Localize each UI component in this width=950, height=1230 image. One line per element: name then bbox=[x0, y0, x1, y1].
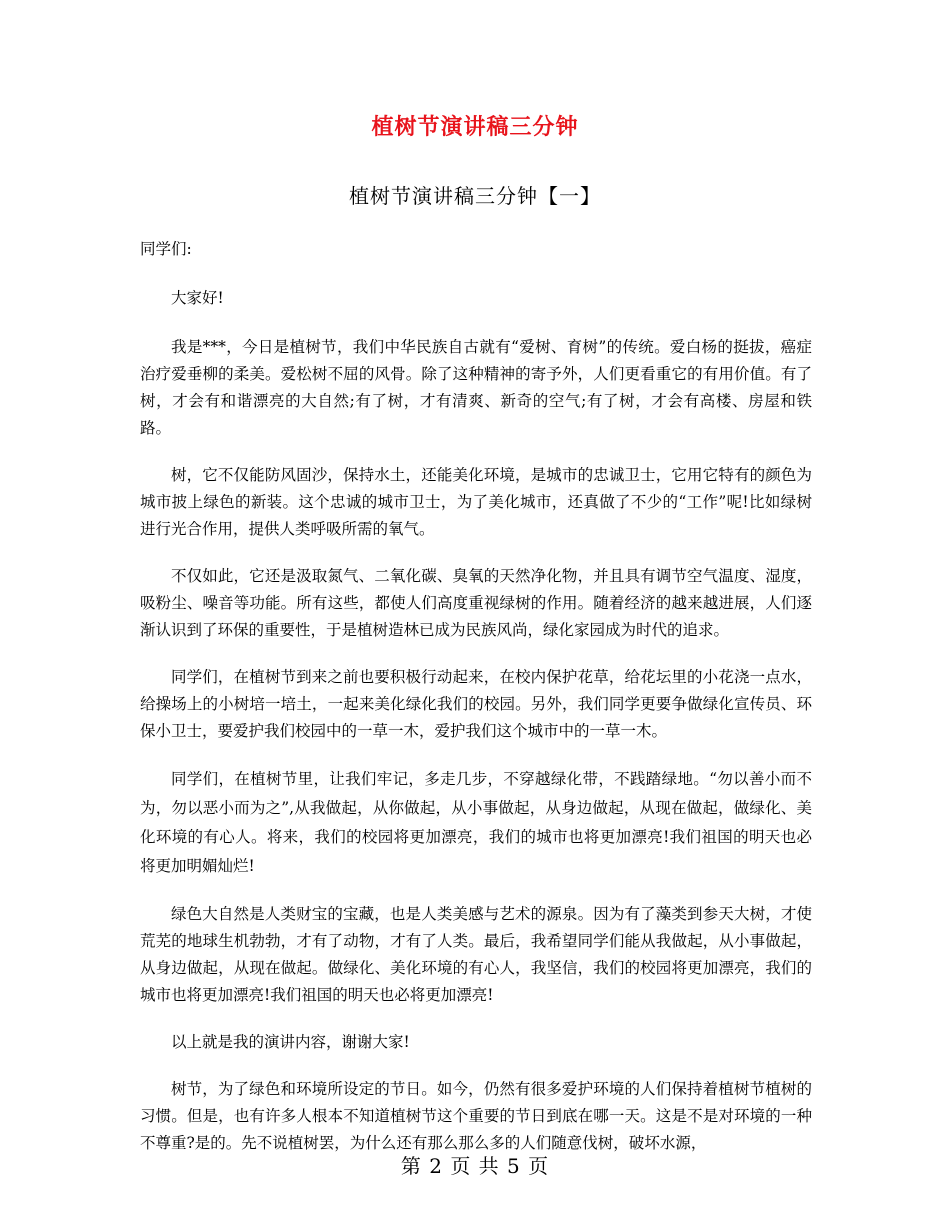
page-number-footer: 第 2 页 共 5 页 bbox=[400, 1154, 550, 1178]
greeting: 大家好! bbox=[171, 289, 224, 307]
paragraph: 树，它不仅能防风固沙，保持水土，还能美化环境，是城市的忠诚卫士，它用它特有的颜色为城市披上绿色的新装。这个忠诚的城市卫士，为了美化城市，还真做了不少的“工作”呢!比如绿树进行光合作用，提供人类呼吸所需的氧气。 bbox=[140, 466, 812, 538]
paragraph: 同学们，在植树节到来之前也要积极行动起来，在校内保护花草，给花坛里的小花浇一点水，给操场上的小树培一培土，一起来美化绿化我们的校园。另外，我们同学更要争做绿化宣传员、环保小卫士，要爱护我们校园中的一草一木，爱护我们这个城市中的一草一木。 bbox=[140, 668, 812, 740]
paragraph: 以上就是我的演讲内容，谢谢大家! bbox=[171, 1033, 410, 1051]
paragraph: 绿色大自然是人类财宝的宝藏，也是人类美感与艺术的源泉。因为有了藻类到参天大树，才使荒芜的地球生机勃勃，才有了动物，才有了人类。最后，我希望同学们能从我做起，从小事做起，从身边做起，从现在做起。做绿化、美化环境的有心人，我坚信，我们的校园将更加漂亮，我们的城市也将更加漂亮!我们祖国的明天也必将更加漂亮! bbox=[140, 905, 812, 1004]
paragraph: 我是***，今日是植树节，我们中华民族自古就有“爱树、育树”的传统。爱白杨的挺拔，癌症治疗爱垂柳的柔美。爱松树不屈的风骨。除了这种精神的寄予外，人们更看重它的有用价值。有了树，才会有和谐漂亮的大自然;有了树，才有清爽、新奇的空气;有了树，才会有高楼、房屋和铁路。 bbox=[140, 338, 812, 437]
paragraph: 树节，为了绿色和环境所设定的节日。如今，仍然有很多爱护环境的人们保持着植树节植树的习惯。但是，也有许多人根本不知道植树节这个重要的节日到底在哪一天。这是不是对环境的一种不尊重?是的。先不说植树罢，为什么还有那么那么多的人们随意伐树，破坏水源， bbox=[140, 1080, 812, 1152]
salutation: 同学们: bbox=[140, 240, 192, 258]
paragraph: 同学们，在植树节里，让我们牢记，多走几步，不穿越绿化带，不践踏绿地。“勿以善小而不为，勿以恶小而为之”,从我做起，从你做起，从小事做起，从身边做起，从现在做起，做绿化、美化环境的有心人。将来，我们的校园将更加漂亮，我们的城市也将更加漂亮!我们祖国的明天也必将更加明媚灿烂! bbox=[140, 770, 812, 875]
document-body bbox=[140, 236, 812, 1177]
section-heading: 植树节演讲稿三分钟【一】 bbox=[349, 184, 601, 208]
document-title: 植树节演讲稿三分钟 bbox=[371, 114, 579, 140]
paragraph: 不仅如此，它还是汲取氮气、二氧化碳、臭氧的天然净化物，并且具有调节空气温度、湿度，吸粉尘、噪音等功能。所有这些，都使人们高度重视绿树的作用。随着经济的越来越进展，人们逐渐认识到了环保的重要性，于是植树造林已成为民族风尚，绿化家园成为时代的追求。 bbox=[140, 567, 812, 639]
